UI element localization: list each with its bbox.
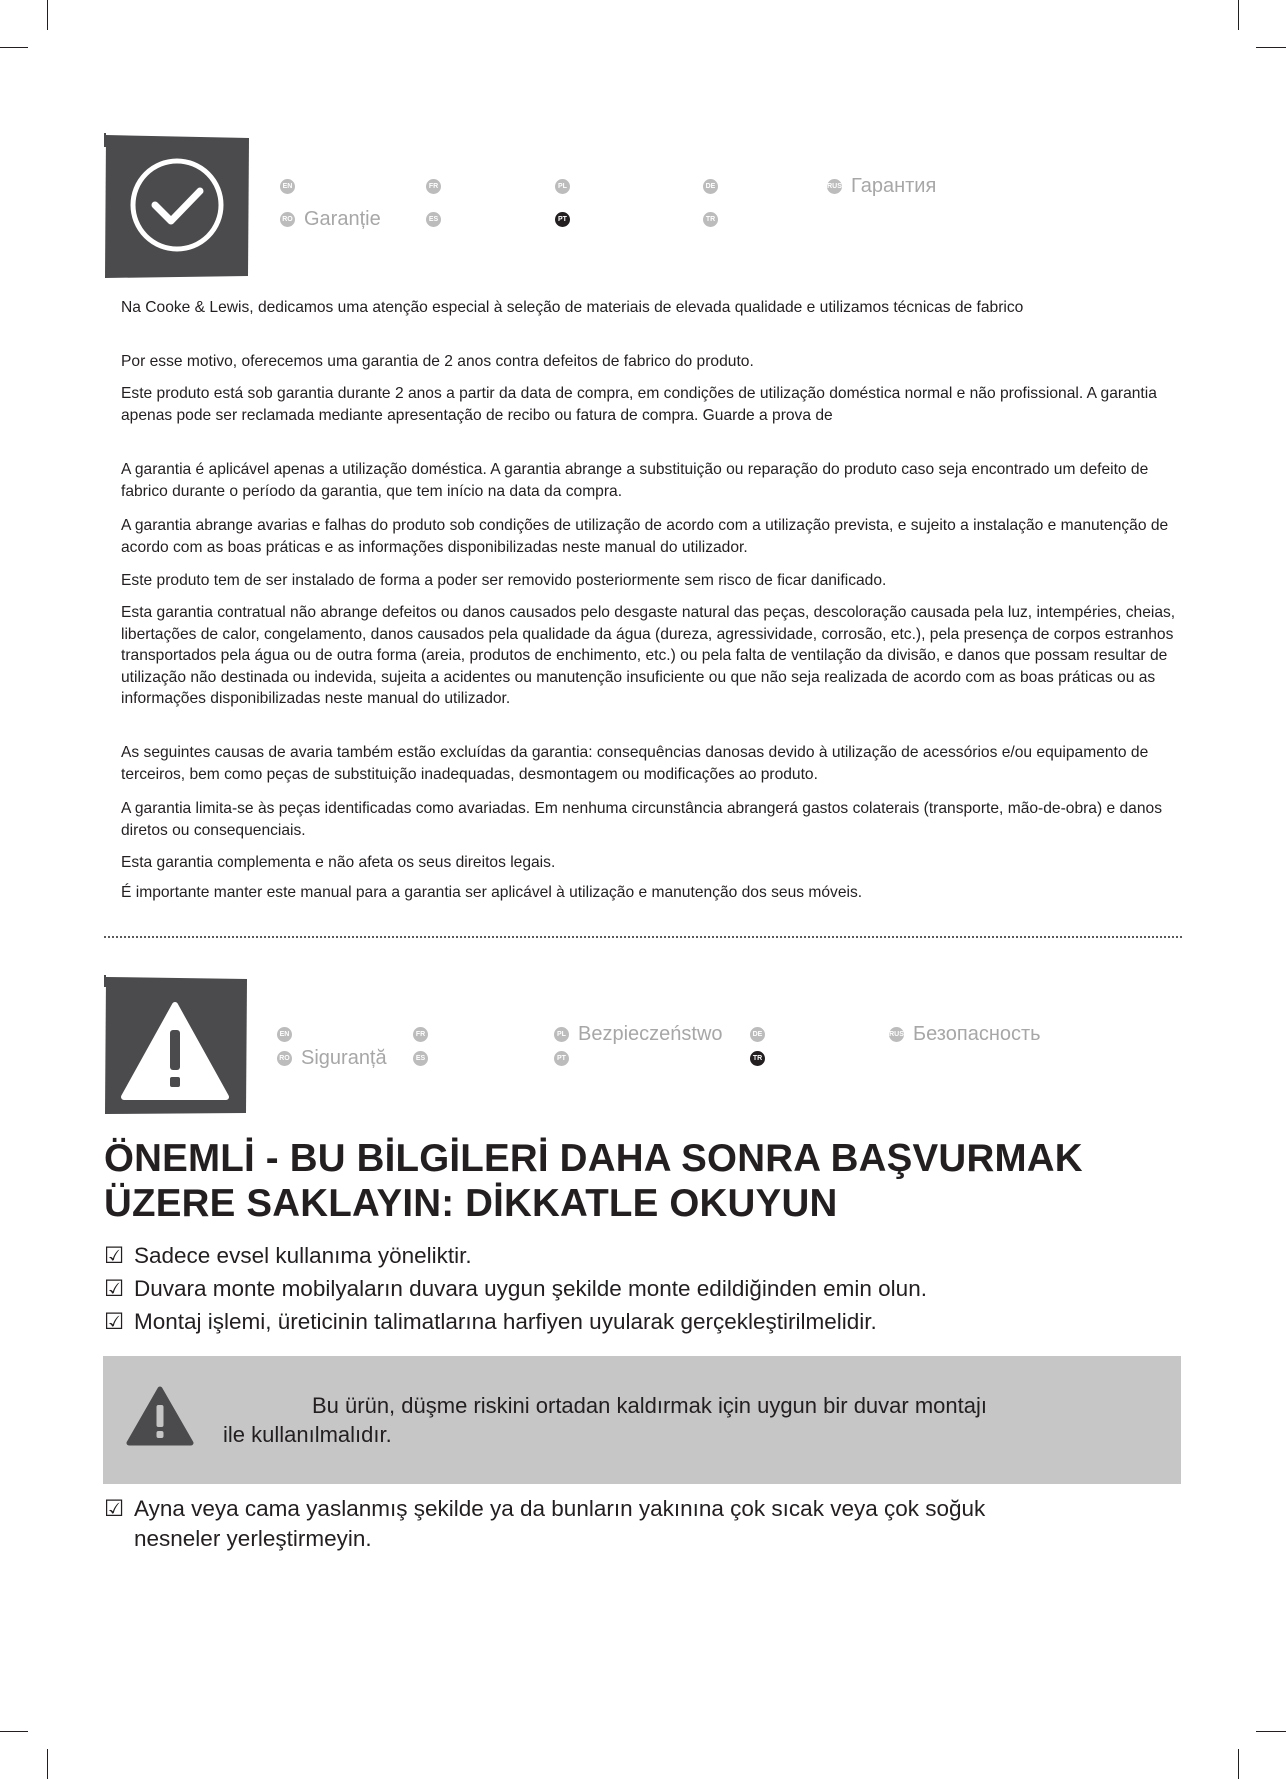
warranty-paragraph: Esta garantia complementa e não afeta os seus direitos legais.	[121, 854, 556, 871]
safety-heading-line1: ÖNEMLİ - BU BİLGİLERİ DAHA SONRA BAŞVURMAK	[104, 1137, 1083, 1180]
checklist-item-text: nesneler yerleştirmeyin.	[134, 1526, 372, 1551]
crop-mark	[0, 47, 28, 48]
language-badge-pl: PL	[554, 1027, 569, 1042]
language-badge-ro: RO	[280, 212, 295, 227]
language-label-pl: Bezpieczeństwo	[578, 1023, 723, 1045]
section-divider	[104, 936, 1182, 938]
language-badge-fr: FR	[426, 179, 441, 194]
safety-heading-line2: ÜZERE SAKLAYIN: DİKKATLE OKUYUN	[104, 1182, 838, 1225]
language-badge-tr: TR	[703, 212, 718, 227]
language-label-rus: Гарантия	[851, 175, 937, 197]
crop-mark	[0, 1731, 28, 1732]
warranty-paragraph: Este produto está sob garantia durante 2 anos a partir da data de compra, em condições de utilização doméstica normal e não profissional. A garantia apenas pode ser reclamada mediante apresentação de recibo ou fatura de compra. Guarde a prova de	[121, 385, 1157, 424]
language-label-ro: Siguranță	[301, 1047, 387, 1069]
checklist-item	[104, 1307, 877, 1336]
language-badge-pt: PT	[554, 1051, 569, 1066]
warning-banner	[103, 1356, 1181, 1484]
checklist-item-text: Montaj işlemi, üreticinin talimatlarına harfiyen uyularak gerçekleştirilmelidir.	[134, 1309, 877, 1334]
language-badge-pl: PL	[555, 179, 570, 194]
checkbox-icon: ☑	[104, 1309, 125, 1334]
warranty-paragraph: Esta garantia contratual não abrange defeitos ou danos causados pelo desgaste natural das peças, descoloração causada pela luz, intempéries, cheias, libertações de calor, congelamento, danos causados pela qualidade da água (dureza, agressividade, corrosão, etc.), pela presença de corpos estranhos transportados pela água ou de outra forma (areia, produtos de enchimento, etc.) ou pela falta de ventilação da divisão, e danos que possam resultar de utilização não destinada ou indevida, sujeita a acidentes ou manutenção insuficiente ou que não seja realizada de acordo com as boas práticas ou as informações disponibilizadas neste manual do utilizador.	[121, 604, 1176, 707]
language-badge-es: ES	[426, 212, 441, 227]
language-badge-ro: RO	[277, 1051, 292, 1066]
crop-mark	[47, 0, 48, 30]
language-label-ro: Garanție	[304, 208, 381, 230]
crop-mark	[1238, 0, 1239, 30]
safety-icon-box	[103, 975, 248, 1115]
warranty-paragraph: É importante manter este manual para a garantia ser aplicável à utilização e manutenção dos seus móveis.	[121, 884, 863, 901]
language-badge-en: EN	[277, 1027, 292, 1042]
warranty-paragraph: A garantia abrange avarias e falhas do produto sob condições de utilização de acordo com a utilização prevista, e sujeito a instalação e manutenção de acordo com as boas práticas e as informações disponibilizadas neste manual do utilizador.	[121, 517, 1169, 556]
warning-triangle-icon	[103, 975, 248, 1115]
safety-heading	[104, 1136, 1204, 1226]
language-badge-de: DE	[750, 1027, 765, 1042]
checkmark-icon	[103, 133, 250, 279]
warranty-paragraph: Na Cooke & Lewis, dedicamos uma atenção especial à seleção de materiais de elevada qualidade e utilizamos técnicas de fabrico	[121, 299, 1024, 316]
crop-mark	[1256, 1731, 1286, 1732]
language-badge-rus: RUS	[889, 1027, 904, 1042]
warning-banner-line1: Bu ürün, düşme riskini ortadan kaldırmak için uygun bir duvar montajı	[312, 1393, 987, 1418]
checklist-item-text: Ayna veya cama yaslanmış şekilde ya da bunların yakınına çok sıcak veya çok soğuk	[134, 1496, 986, 1521]
warning-banner-line2: ile kullanılmalıdır.	[223, 1422, 392, 1447]
warranty-paragraph: A garantia limita-se às peças identificadas como avariadas. Em nenhuma circunstância abrangerá gastos colaterais (transporte, mão-de-obra) e danos diretos ou consequenciais.	[121, 800, 1162, 839]
crop-mark	[1256, 47, 1286, 48]
warranty-icon-box	[103, 133, 250, 279]
language-badge-fr: FR	[413, 1027, 428, 1042]
checklist-item	[104, 1494, 986, 1523]
language-badge-pt: PT	[555, 212, 570, 227]
checklist-item-text: Duvara monte mobilyaların duvara uygun şekilde monte edildiğinden emin olun.	[134, 1276, 927, 1301]
warning-triangle-icon	[125, 1385, 195, 1447]
language-badge-es: ES	[413, 1051, 428, 1066]
warranty-paragraph: As seguintes causas de avaria também estão excluídas da garantia: consequências danosas devido à utilização de acessórios e/ou equipamento de terceiros, bem como peças de substituição inadequadas, desmontagem ou modificações ao produto.	[121, 744, 1149, 783]
language-badge-tr: TR	[750, 1051, 765, 1066]
warranty-paragraph: Por esse motivo, oferecemos uma garantia de 2 anos contra defeitos de fabrico do produto.	[121, 353, 754, 370]
checkbox-icon: ☑	[104, 1243, 125, 1268]
warranty-paragraph: Este produto tem de ser instalado de forma a poder ser removido posteriormente sem risco de ficar danificado.	[121, 572, 887, 589]
warranty-paragraph: A garantia é aplicável apenas a utilização doméstica. A garantia abrange a substituição ou reparação do produto caso seja encontrado um defeito de fabrico durante o período da garantia, que tem início na data da compra.	[121, 461, 1149, 500]
language-badge-rus: RUS	[827, 179, 842, 194]
crop-mark	[1238, 1749, 1239, 1779]
checkbox-icon: ☑	[104, 1276, 125, 1301]
language-label-rus: Безопасность	[913, 1023, 1041, 1045]
warning-banner-text	[223, 1391, 1143, 1449]
checklist-item	[104, 1241, 472, 1270]
language-badge-en: EN	[280, 179, 295, 194]
checkbox-icon: ☑	[104, 1496, 125, 1521]
language-badge-de: DE	[703, 179, 718, 194]
checklist-item	[104, 1274, 927, 1303]
checklist-item-text: Sadece evsel kullanıma yöneliktir.	[134, 1243, 472, 1268]
crop-mark	[47, 1749, 48, 1779]
